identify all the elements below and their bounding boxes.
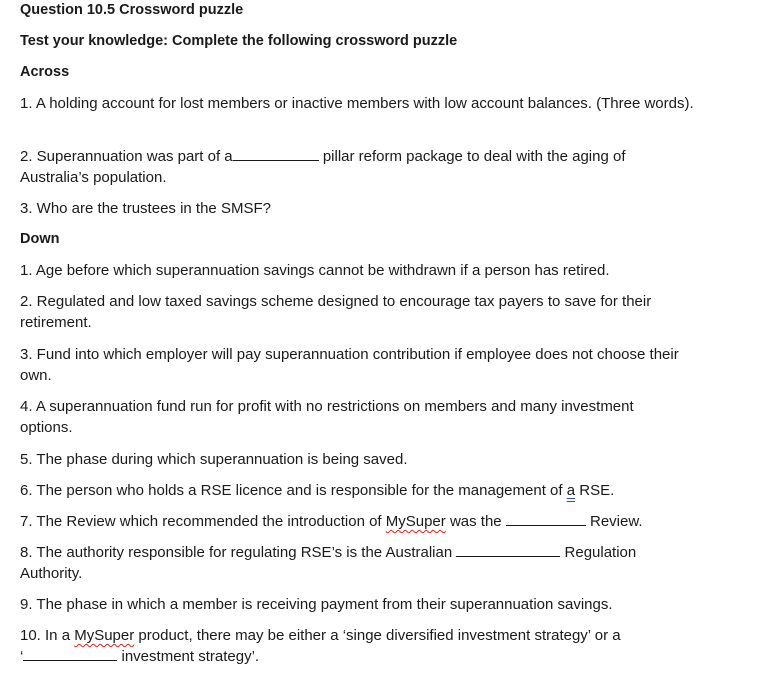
down-clue-4-line-2: options. [20,419,73,436]
across-clue-2-part-b: pillar reform package to deal with the aging of [318,148,626,165]
down-clue-3-line-1: 3. Fund into which employer will pay superannuation contribution if employee does not choose their [20,346,679,363]
down-clue-4-line-1: 4. A superannuation fund run for profit with no restrictions on members and many investment [20,398,634,415]
down-clue-6-part-a: 6. The person who holds a RSE licence and is responsible for the management of [20,482,567,499]
grammar-flag-word: a [566,482,576,499]
spellcheck-flag-word: MySuper [385,513,446,530]
down-clue-7-part-c: was the [445,513,506,530]
across-clue-1 [20,93,710,114]
down-clue-3 [20,344,760,386]
down-clue-7 [20,511,643,532]
down-clue-9: 9. The phase in which a member is receiving payment from their superannuation savings. [20,596,613,613]
down-clue-10-part-c: product, there may be either a ‘singe diversified investment strategy’ or a [134,627,621,644]
down-clue-5: 5. The phase during which superannuation is being saved. [20,451,408,468]
down-heading: Down [20,231,60,247]
down-clue-10-line-1 [20,625,755,646]
question-title: Question 10.5 Crossword puzzle [20,2,244,18]
down-clue-1: 1. Age before which superannuation savings cannot be withdrawn if a person has retired. [20,262,610,279]
answer-blank [23,646,117,661]
down-clue-7-part-d: Review. [585,513,643,530]
answer-blank [506,511,586,526]
down-clue-8-line-1 [20,542,755,563]
down-clue-2-line-2: retirement. [20,314,92,331]
across-clue-2 [20,146,755,188]
down-clue-4 [20,396,755,438]
down-clue-10-part-e: investment strategy’. [117,648,260,665]
instruction-text: Test your knowledge: Complete the following crossword puzzle [20,33,458,49]
across-clue-2-line-2: Australia’s population. [20,169,167,186]
down-clue-8-part-b: Regulation [560,544,637,561]
down-clue-10-part-a: 10. In a [20,627,75,644]
down-clue-2-line-1: 2. Regulated and low taxed savings scheme designed to encourage tax payers to save for their [20,293,652,310]
down-clue-7-part-a: 7. The Review which recommended the introduction of [20,513,386,530]
across-clue-3: 3. Who are the trustees in the SMSF? [20,200,271,217]
down-clue-8-line-2: Authority. [20,565,83,582]
down-clue-10 [20,625,755,667]
across-heading: Across [20,64,70,80]
down-clue-8 [20,542,755,584]
down-clue-6 [20,480,614,501]
down-clue-10-line-2 [20,646,755,667]
spellcheck-flag-word: MySuper [74,627,135,644]
answer-blank [233,146,319,161]
down-clue-6-part-c: RSE. [575,482,615,499]
down-clue-3-line-2: own. [20,367,52,384]
down-clue-2 [20,291,755,333]
down-clue-10-part-d: ‘ [20,648,24,665]
across-clue-1-text: 1. A holding account for lost members or inactive members with low account balances. (Three words). [20,95,694,112]
across-clue-2-part-a: 2. Superannuation was part of a [20,148,233,165]
across-clue-2-line-1 [20,146,755,167]
down-clue-8-part-a: 8. The authority responsible for regulating RSE’s is the Australian [20,544,457,561]
answer-blank [456,542,560,557]
